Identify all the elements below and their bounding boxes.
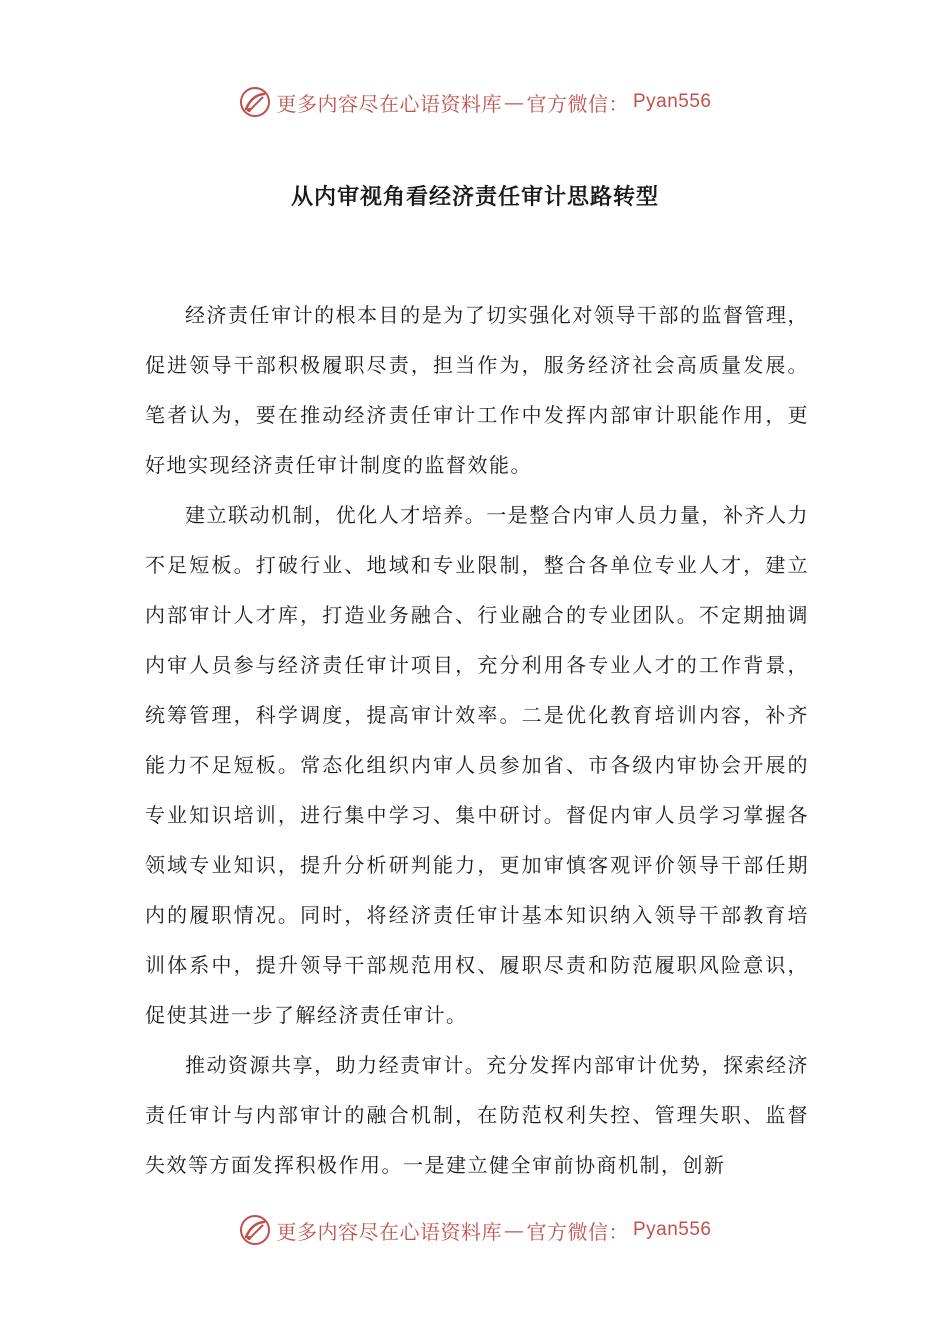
footer-watermark-banner xyxy=(0,1210,950,1250)
banner-contact-id: Pyan556 xyxy=(632,91,712,112)
banner-separator: — xyxy=(503,1218,525,1242)
document-body xyxy=(145,290,809,1190)
paragraph: 推动资源共享，助力经责审计。充分发挥内部审计优势，探索经济责任审计与内部审计的融合机制，在防范权利失控、管理失职、监督失效等方面发挥积极作用。一是建立健全审前协商机制，创新 xyxy=(145,1053,809,1177)
banner-text: 更多内容尽在心语资料库 xyxy=(276,91,502,116)
pen-logo-icon xyxy=(238,1213,272,1247)
pen-logo-icon xyxy=(238,85,272,119)
banner-contact-label: 官方微信： xyxy=(526,91,629,116)
paragraph: 建立联动机制，优化人才培养。一是整合内审人员力量，补齐人力不足短板。打破行业、地域和专业限制，整合各单位专业人才，建立内部审计人才库，打造业务融合、行业融合的专业团队。不定期抽调内审人员参与经济责任审计项目，充分利用各专业人才的工作背景，统筹管理，科学调度，提高审计效率。二是优化教育培训内容，补齐能力不足短板。常态化组织内审人员参加省、市各级内审协会开展的专业知识培训，进行集中学习、集中研讨。督促内审人员学习掌握各领域专业知识，提升分析研判能力，更加审慎客观评价领导干部任期内的履职情况。同时，将经济责任审计基本知识纳入领导干部教育培训体系中，提升领导干部规范用权、履职尽责和防范履职风险意识，促使其进一步了解经济责任审计。 xyxy=(145,503,809,1027)
banner-text: 更多内容尽在心语资料库 xyxy=(276,1219,502,1244)
banner-separator: — xyxy=(503,90,525,114)
document-title: 从内审视角看经济责任审计思路转型 xyxy=(290,184,659,210)
header-watermark-banner xyxy=(0,82,950,122)
paragraph: 经济责任审计的根本目的是为了切实强化对领导干部的监督管理，促进领导干部积极履职尽责，担当作为，服务经济社会高质量发展。笔者认为，要在推动经济责任审计工作中发挥内部审计职能作用，更好地实现经济责任审计制度的监督效能。 xyxy=(145,303,809,477)
banner-contact-id: Pyan556 xyxy=(632,1219,712,1240)
banner-contact-label: 官方微信： xyxy=(526,1219,629,1244)
